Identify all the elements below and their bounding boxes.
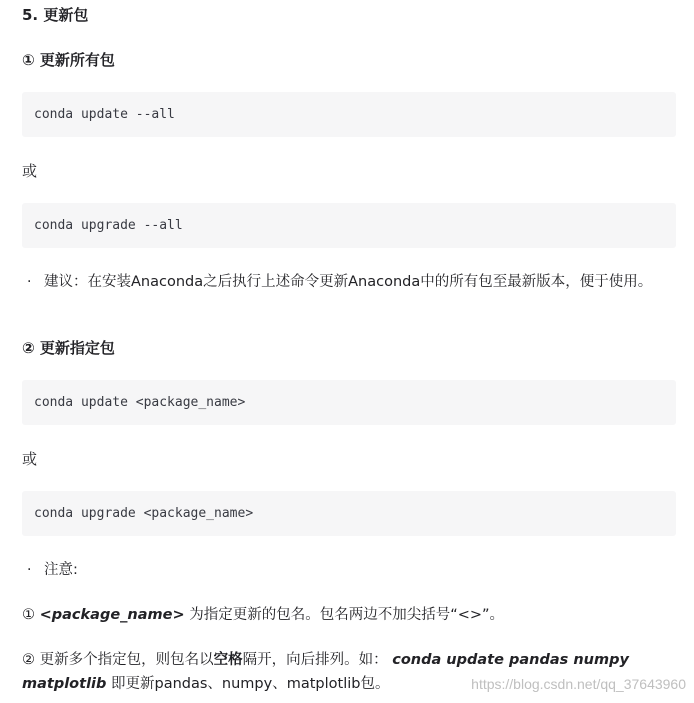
code-text: conda upgrade --all: [34, 218, 183, 233]
space-keyword: 空格: [213, 652, 243, 668]
subsection-title-update-all: ① 更新所有包: [22, 51, 115, 69]
package-name-placeholder: <package_name>: [39, 607, 185, 623]
note-item-2-mid: 隔开，向后排列。如：: [242, 652, 388, 668]
code-block-update-all: [22, 92, 676, 137]
code-text: conda update <package_name>: [34, 395, 246, 410]
code-block-upgrade-all: [22, 203, 676, 248]
or-text: 或: [22, 450, 38, 468]
code-text: conda upgrade <package_name>: [34, 506, 254, 521]
example-command-part-1: conda update pandas numpy: [392, 652, 629, 668]
note-item-1-prefix: ①: [22, 607, 35, 623]
note-item-2-line-2: [22, 673, 389, 695]
watermark: https://blog.csdn.net/qq_37643960: [471, 676, 686, 692]
or-text: 或: [22, 162, 38, 180]
bullet-icon: ·: [27, 562, 32, 578]
note-label: 注意:: [44, 562, 78, 578]
note-item-1-text: 为指定更新的包名。包名两边不加尖括号“<>”。: [189, 607, 505, 623]
code-block-update-package: [22, 380, 676, 425]
note-item-1: [22, 604, 504, 626]
note-item-2-suffix: 即更新pandas、numpy、matplotlib包。: [111, 676, 390, 692]
note-item-2-prefix: ② 更新多个指定包，则包名以: [22, 652, 214, 668]
tip-text: 建议：在安装Anaconda之后执行上述命令更新Anaconda中的所有包至最新版本，便于使用。: [44, 274, 653, 290]
subsection-title-update-specific: ② 更新指定包: [22, 339, 115, 357]
bullet-icon: ·: [27, 274, 32, 290]
section-title: 5. 更新包: [22, 6, 89, 24]
note-item-2-line-1: [22, 649, 629, 671]
code-text: conda update --all: [34, 107, 175, 122]
code-block-upgrade-package: [22, 491, 676, 536]
example-command-part-2: matplotlib: [22, 676, 107, 692]
